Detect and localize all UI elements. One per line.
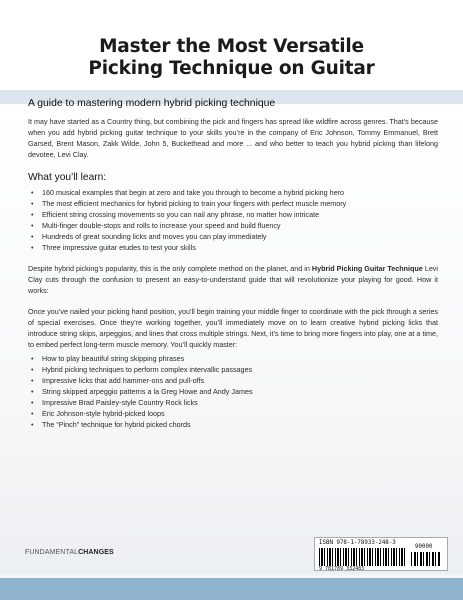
spacer — [28, 253, 438, 263]
list-item: • Impressive Brad Paisley-style Country Rock licks — [38, 397, 438, 408]
bottom-color-band — [0, 578, 463, 600]
list-item: • The most efficient mechanics for hybrid picking to train your fingers with perfect muscle memory — [38, 198, 438, 209]
barcode-addon-bars — [411, 552, 441, 566]
barcode — [314, 537, 448, 571]
list-item: • Eric Johnson-style hybrid-picked loops — [38, 408, 438, 419]
publisher-logo-part2: CHANGES — [78, 549, 114, 556]
list-item: • Hybrid picking techniques to perform complex intervallic passages — [38, 364, 438, 375]
title-line-2: Picking Technique on Guitar — [88, 58, 375, 79]
list-item: • Three impressive guitar etudes to test your skills — [38, 242, 438, 253]
barcode-bars — [319, 548, 405, 566]
method-paragraph — [28, 263, 438, 296]
spacer — [28, 296, 438, 306]
list-item: • 160 musical examples that begin at zero and take you through to become a hybrid picking hero — [38, 187, 438, 198]
list-item: • The “Pinch” technique for hybrid picked chords — [38, 419, 438, 430]
title-line-1: Master the Most Versatile — [99, 36, 364, 57]
learn-list — [28, 187, 438, 253]
list-item: • Hundreds of great sounding licks and moves you can play immediately — [38, 231, 438, 242]
list-item: • How to play beautiful string skipping phrases — [38, 353, 438, 364]
intro-subhead: A guide to mastering modern hybrid picking technique — [28, 98, 276, 109]
list-item: • Multi-finger double-stops and rolls to increase your speed and build fluency — [38, 220, 438, 231]
publisher-logo — [25, 549, 114, 556]
book-title-inline: Hybrid Picking Guitar Technique — [311, 264, 423, 273]
list-item: • String skipped arpeggio patterns a la Greg Howe and Andy James — [38, 386, 438, 397]
list-item: • Impressive licks that add hammer-ons and pull-offs — [38, 375, 438, 386]
isbn-label: ISBN 978-1-78933-248-3 — [319, 540, 396, 546]
intro-paragraph: It may have started as a Country thing, but combining the pick and fingers has spread like wildfire across genres. That’s because when you add hybrid picking guitar technique to your skills you’re in the company of Eric Johnson, Tommy Emmanuel, Brett Garsed, Brent Mason, Zakk Wilde, John 5, Buckethead and more ... and who better to teach you hybrid picking than lifelong devotee, Levi Clay. — [28, 117, 438, 159]
blurb-content — [28, 97, 438, 430]
publisher-logo-part1: FUNDAMENTAL — [25, 549, 79, 556]
method-paragraph-end: Levi Clay cuts through the confusion to present an easy-to-understand guide that will revolutionize your playing for good. How it works: — [28, 264, 439, 295]
barcode-number: 9 781789 332483 — [319, 566, 365, 572]
master-list — [28, 353, 438, 430]
method-paragraph-start: Despite hybrid picking’s popularity, this is the only complete method on the planet, and in — [28, 264, 312, 273]
barcode-addon-number: 90000 — [415, 544, 433, 550]
list-item: • Efficient string crossing movements so you can nail any phrase, no matter how intricate — [38, 209, 438, 220]
cover-title — [0, 36, 463, 80]
how-it-works-paragraph: Once you’ve nailed your picking hand position, you’ll begin training your middle finger to coordinate with the pick through a series of special exercises. Once they’re working together, you’ll immediately move on to learn creative hybrid picking licks that introduce string skips, arpeggios, and lines that cross multiple strings. Next, it’s time to bring more fingers into play, one at a time, to embed perfect long-term muscle memory. You’ll quickly master: — [28, 307, 438, 349]
learn-heading: What you’ll learn: — [28, 172, 107, 183]
header — [0, 0, 463, 90]
